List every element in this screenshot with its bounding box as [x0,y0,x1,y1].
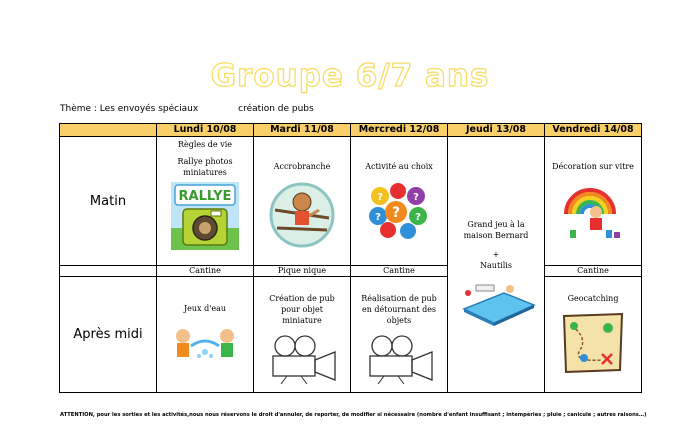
svg-text:?: ? [377,192,383,203]
svg-text:?: ? [413,192,419,203]
day-header-lundi: Lundi 10/08 [157,124,254,137]
swimming-pool-image [454,279,538,327]
cell-lundi-afternoon [157,277,254,393]
cell-vendredi-morning [545,137,642,266]
cell-lundi-morning [157,137,254,266]
rallye-camera-image [171,182,239,250]
lunch-slot-blank [60,266,157,277]
svg-text:?: ? [375,212,381,223]
cell-mardi-morning [254,137,351,266]
footer-warning: ATTENTION, pour les sorties et les activités,nous nous réservons le droit d'annuler, de reporter, de modifier si nécessaire (nombre d'enfant insuffisant ; intempéries ; pluie ; canicule ; autres raisons…) [60,412,647,418]
theme-label: Thème : Les envoyés spéciaux [60,104,199,114]
cell-mercredi-afternoon [351,277,448,393]
vendredi-afternoon-text: Geocatching [567,294,619,303]
theme-sub: création de pubs [238,104,314,114]
svg-text:?: ? [391,205,401,221]
slot-morning: Matin [60,137,157,266]
theme-line [60,104,314,114]
treasure-map-image [558,310,628,376]
mercredi-morning-text: Activité au choix [365,162,433,171]
question-marks-image [366,182,432,240]
cell-mercredi-morning [351,137,448,266]
svg-text:?: ? [415,212,421,223]
lundi-afternoon-text: Jeux d'eau [183,304,227,313]
day-header-vendredi: Vendredi 14/08 [545,124,642,137]
lunch-mardi: Pique nique [254,266,351,277]
schedule-table [59,123,642,393]
day-header-mardi: Mardi 11/08 [254,124,351,137]
cell-vendredi-afternoon [545,277,642,393]
lundi-morning-text-1: Règles de vie [177,140,233,149]
accrobranche-image [267,180,337,250]
jeudi-text-1: Grand jeu à la maison Bernard [463,220,529,240]
mercredi-afternoon-text: Réalisation de pub en détournant des objets [361,294,437,325]
film-camera-image [263,334,341,384]
rainbow-painting-image [562,180,624,242]
header-blank [60,124,157,137]
cell-mardi-afternoon [254,277,351,393]
page-title: Groupe 6/7 ans [210,58,490,94]
day-header-mercredi: Mercredi 12/08 [351,124,448,137]
mardi-afternoon-text: Création de pub pour objet miniature [269,294,335,325]
lundi-morning-text-2: Rallye photos miniatures [177,157,233,177]
lunch-lundi: Cantine [157,266,254,277]
vendredi-morning-text: Décoration sur vitre [552,162,634,171]
cell-jeudi-fullday [448,137,545,393]
rallye-sign-text: RALLYE [178,189,232,204]
jeudi-plus: + [492,250,500,259]
water-games-image [165,322,245,366]
slot-afternoon: Après midi [60,277,157,393]
jeudi-text-2: Nautilis [480,261,512,270]
lunch-vendredi: Cantine [545,266,642,277]
day-header-jeudi: Jeudi 13/08 [448,124,545,137]
mardi-morning-text: Accrobranche [273,162,331,171]
lunch-mercredi: Cantine [351,266,448,277]
film-camera-image-2 [360,334,438,384]
